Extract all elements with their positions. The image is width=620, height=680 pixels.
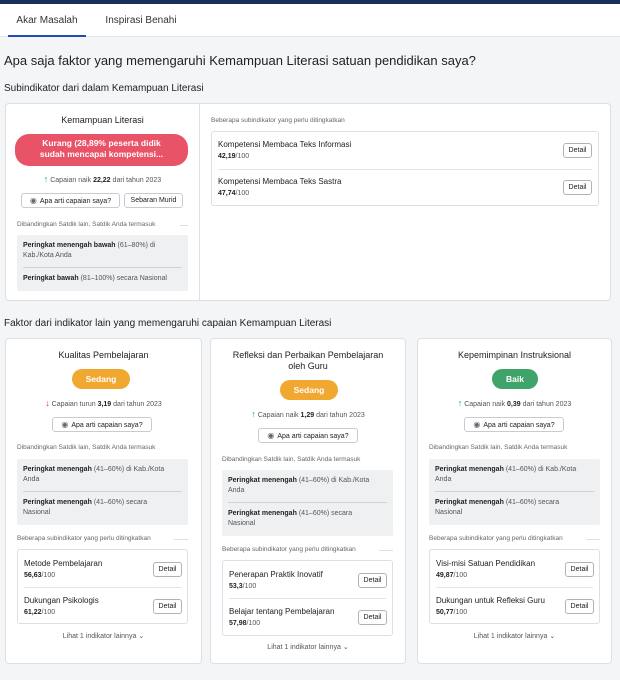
see-more-link[interactable]: Lihat 1 indikator lainnya ⌄ xyxy=(473,633,556,640)
subindicator-score: 57,98/100 xyxy=(229,620,261,627)
subindicator-list xyxy=(222,560,393,636)
factor-card-kepemimpinan xyxy=(417,338,612,664)
literacy-title: Kemampuan Literasi xyxy=(61,115,144,125)
status-badge: Baik xyxy=(492,369,538,389)
eye-icon: ◉ xyxy=(473,420,481,429)
subindicator-score: 53,3/100 xyxy=(229,583,257,590)
ranking-regional: Peringkat menengah (41–60%) di Kab./Kota Anda xyxy=(228,477,370,494)
subindicator-name: Dukungan untuk Refleksi Guru xyxy=(436,596,545,605)
ranking-national: Peringkat menengah (41–60%) secara Nasional xyxy=(435,499,560,516)
compare-label: Dibandingkan Satdik lain, Satdik Anda termasuk xyxy=(222,456,361,463)
see-more-link[interactable]: Lihat 1 indikator lainnya ⌄ xyxy=(62,633,145,640)
subindicator-list xyxy=(429,549,600,624)
tab-bar xyxy=(0,4,620,37)
status-badge: Sedang xyxy=(72,369,130,389)
compare-label: Dibandingkan Satdik lain, Satdik Anda termasuk xyxy=(17,444,156,451)
section-heading-subindicators: Subindikator dari dalam Kemampuan Literasi xyxy=(4,83,204,94)
trend-text: ↓ Capaian turun 3,19 dari tahun 2023 xyxy=(45,398,162,408)
eye-icon: ◉ xyxy=(29,196,37,205)
section-heading-other-factors: Faktor dari indikator lain yang memengaruhi capaian Kemampuan Literasi xyxy=(4,318,332,329)
subindicator-score: 42,19/100 xyxy=(218,153,250,160)
ranking-national: Peringkat menengah (41–60%) secara Nasional xyxy=(23,499,148,516)
subindicator-list xyxy=(17,549,188,624)
subindicator-score: 56,63/100 xyxy=(24,572,56,579)
eye-icon: ◉ xyxy=(61,420,69,429)
list-separator xyxy=(436,587,593,588)
arrow-down-icon: ↓ xyxy=(45,398,50,408)
improve-divider xyxy=(174,539,188,540)
ranking-box xyxy=(429,459,600,525)
subindicator-score: 49,87/100 xyxy=(436,572,468,579)
arrow-up-icon: ↑ xyxy=(43,174,49,184)
subindicator-name: Belajar tentang Pembelajaran xyxy=(229,607,335,616)
detail-button[interactable]: Detail xyxy=(153,562,182,577)
ranking-regional: Peringkat menengah (41–60%) di Kab./Kota Anda xyxy=(435,466,577,483)
ranking-separator xyxy=(228,502,387,503)
ranking-box xyxy=(17,235,188,291)
factor-title: Refleksi dan Perbaikan Pembelajaran oleh Guru xyxy=(232,350,384,371)
eye-icon: ◉ xyxy=(267,431,275,440)
detail-button[interactable]: Detail xyxy=(563,143,592,158)
ranking-national: Peringkat menengah (41–60%) secara Nasional xyxy=(228,510,353,527)
tab-akar-masalah[interactable]: Akar Masalah xyxy=(8,4,86,37)
subindicator-name: Dukungan Psikologis xyxy=(24,596,99,605)
trend-text: ↑ Capaian naik 1,29 dari tahun 2023 xyxy=(251,409,365,419)
compare-label: Dibandingkan Satdik lain, Satdik Anda termasuk xyxy=(429,444,568,451)
subindicator-name: Kompetensi Membaca Teks Informasi xyxy=(218,140,352,149)
subindicator-score: 47,74/100 xyxy=(218,190,250,197)
detail-button[interactable]: Detail xyxy=(563,180,592,195)
ranking-regional: Peringkat menengah (41–60%) di Kab./Kota Anda xyxy=(23,466,165,483)
trend-text: ↑ Capaian naik 0,39 dari tahun 2023 xyxy=(457,398,572,408)
card-vertical-divider xyxy=(199,104,200,300)
subindicator-name: Visi-misi Satuan Pendidikan xyxy=(436,559,536,568)
factor-title: Kualitas Pembelajaran xyxy=(58,350,149,360)
subindicator-score: 61,22/100 xyxy=(24,609,56,616)
see-more-link[interactable]: Lihat 1 indikator lainnya ⌄ xyxy=(267,644,349,651)
detail-button[interactable]: Detail xyxy=(358,573,387,588)
page-title: Apa saja faktor yang memengaruhi Kemampuan Literasi satuan pendidikan saya? xyxy=(4,53,476,68)
tab-inspirasi-benahi[interactable]: Inspirasi Benahi xyxy=(105,15,177,26)
improve-divider xyxy=(586,539,600,540)
detail-button[interactable]: Detail xyxy=(565,599,594,614)
literacy-summary-card xyxy=(5,103,611,301)
subindicator-name: Metode Pembelajaran xyxy=(24,559,103,568)
meaning-button[interactable]: ◉ Apa arti capaian saya? xyxy=(52,417,152,432)
literacy-meaning-button[interactable]: ◉ Apa arti capaian saya? xyxy=(21,193,120,208)
subindicator-score: 50,77/100 xyxy=(436,609,468,616)
detail-button[interactable]: Detail xyxy=(153,599,182,614)
status-badge: Sedang xyxy=(280,380,338,400)
improve-label: Beberapa subindikator yang perlu ditingkatkan xyxy=(222,546,356,553)
detail-button[interactable]: Detail xyxy=(358,610,387,625)
compare-label: Dibandingkan Satdik lain, Satdik Anda termasuk xyxy=(17,221,156,228)
ranking-separator xyxy=(23,491,182,492)
improve-label: Beberapa subindikator yang perlu ditingkatkan xyxy=(17,535,151,542)
subindicator-name: Penerapan Praktik Inovatif xyxy=(229,570,323,579)
chevron-down-icon: ⌄ xyxy=(342,644,349,651)
detail-button[interactable]: Detail xyxy=(565,562,594,577)
subindicator-list xyxy=(211,131,599,206)
meaning-button[interactable]: ◉ Apa arti capaian saya? xyxy=(258,428,358,443)
list-separator xyxy=(24,587,181,588)
factor-card-refleksi xyxy=(210,338,406,664)
improve-label: Beberapa subindikator yang perlu ditingkatkan xyxy=(429,535,563,542)
arrow-up-icon: ↑ xyxy=(457,398,463,408)
improve-label: Beberapa subindikator yang perlu ditingkatkan xyxy=(211,117,345,124)
chevron-down-icon: ⌄ xyxy=(138,633,145,640)
factor-title: Kepemimpinan Instruksional xyxy=(457,350,572,360)
ranking-regional: Peringkat menengah bawah (61–80%) di Kab./Kota Anda xyxy=(23,242,156,259)
student-distribution-button[interactable]: Sebaran Murid xyxy=(124,193,183,208)
ranking-separator xyxy=(23,267,182,268)
list-separator xyxy=(218,169,592,170)
literacy-status-badge: Kurang (28,89% peserta didik sudah mencapai kompetensi... xyxy=(15,134,188,166)
literacy-trend: ↑ Capaian naik 22,22 dari tahun 2023 xyxy=(43,174,162,184)
ranking-national: Peringkat bawah (81–100%) secara Nasional xyxy=(23,275,167,282)
subindicator-name: Kompetensi Membaca Teks Sastra xyxy=(218,177,342,186)
ranking-box xyxy=(17,459,188,525)
ranking-separator xyxy=(435,491,594,492)
chevron-down-icon: ⌄ xyxy=(549,633,556,640)
compare-divider xyxy=(180,225,188,226)
arrow-up-icon: ↑ xyxy=(251,409,256,419)
factor-card-kualitas xyxy=(5,338,202,664)
list-separator xyxy=(229,598,386,599)
meaning-button[interactable]: ◉ Apa arti capaian saya? xyxy=(464,417,564,432)
improve-divider xyxy=(379,550,393,551)
ranking-box xyxy=(222,470,393,536)
